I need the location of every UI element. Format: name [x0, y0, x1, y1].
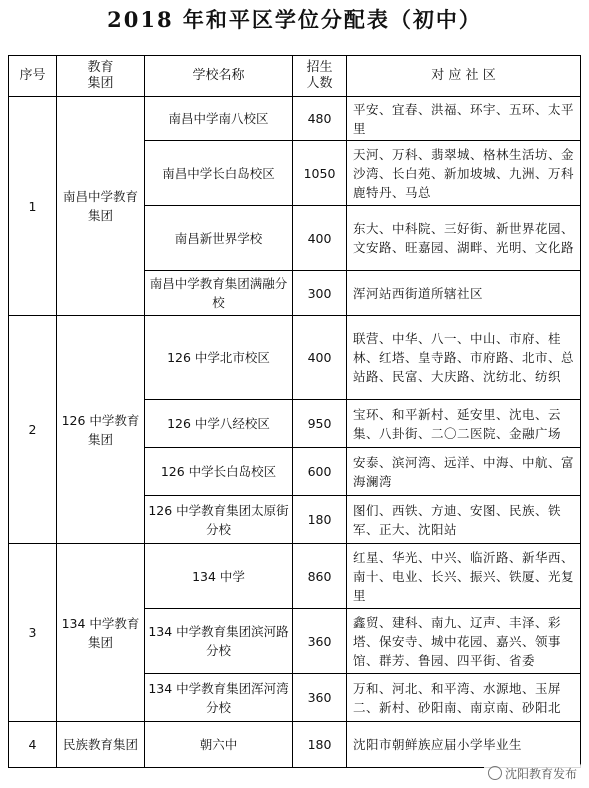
community-cell: 平安、宜春、洪福、环宇、五环、太平里 — [347, 97, 581, 141]
count-cell: 600 — [293, 448, 347, 496]
header-enroll: 招生人数 — [293, 56, 347, 97]
community-cell: 天河、万科、翡翠城、格林生活坊、金沙湾、长白苑、新加坡城、九洲、万科鹿特丹、马总 — [347, 141, 581, 206]
school-cell: 126 中学北市校区 — [145, 316, 293, 400]
school-cell: 126 中学八经校区 — [145, 400, 293, 448]
community-cell: 万和、河北、和平湾、水源地、玉屏二、新村、砂阳南、南京南、砂阳北 — [347, 674, 581, 722]
table-row — [9, 544, 581, 609]
header-school: 学校名称 — [145, 56, 293, 97]
count-cell: 480 — [293, 97, 347, 141]
count-cell: 1050 — [293, 141, 347, 206]
school-cell: 126 中学长白岛校区 — [145, 448, 293, 496]
watermark — [484, 763, 581, 784]
community-cell: 联营、中华、八一、中山、市府、桂林、红塔、皇寺路、市府路、北市、总站路、民富、大庆路、沈纺北、纺织 — [347, 316, 581, 400]
school-cell: 134 中学教育集团浑河湾分校 — [145, 674, 293, 722]
allocation-table — [8, 55, 581, 768]
header-community: 对 应 社 区 — [347, 56, 581, 97]
school-cell: 南昌新世界学校 — [145, 206, 293, 271]
seq-cell: 4 — [9, 722, 57, 768]
wechat-icon — [488, 766, 502, 780]
community-cell: 鑫贸、建科、南九、辽声、丰泽、彩塔、保安寺、城中花园、嘉兴、领事馆、群芳、鲁园、四平街、省委 — [347, 609, 581, 674]
group-cell: 南昌中学教育集团 — [57, 97, 145, 316]
page-title: 2018 年和平区学位分配表（初中） — [107, 7, 482, 32]
count-cell: 360 — [293, 609, 347, 674]
seq-cell: 3 — [9, 544, 57, 722]
table-row — [9, 97, 581, 141]
header-seq: 序号 — [9, 56, 57, 97]
school-cell: 南昌中学南八校区 — [145, 97, 293, 141]
group-cell: 民族教育集团 — [57, 722, 145, 768]
community-cell: 宝环、和平新村、延安里、沈电、云集、八卦街、二〇二医院、金融广场 — [347, 400, 581, 448]
community-cell: 图们、西铁、方迪、安图、民族、铁军、正大、沈阳站 — [347, 496, 581, 544]
school-cell: 南昌中学教育集团满融分校 — [145, 271, 293, 316]
seq-cell: 2 — [9, 316, 57, 544]
count-cell: 300 — [293, 271, 347, 316]
count-cell: 950 — [293, 400, 347, 448]
count-cell: 180 — [293, 722, 347, 768]
count-cell: 180 — [293, 496, 347, 544]
community-cell: 安泰、滨河湾、远洋、中海、中航、富海澜湾 — [347, 448, 581, 496]
school-cell: 134 中学 — [145, 544, 293, 609]
community-cell: 浑河站西街道所辖社区 — [347, 271, 581, 316]
group-cell: 134 中学教育集团 — [57, 544, 145, 722]
header-group: 教育集团 — [57, 56, 145, 97]
seq-cell: 1 — [9, 97, 57, 316]
count-cell: 860 — [293, 544, 347, 609]
watermark-text: 沈阳教育发布 — [504, 767, 577, 781]
table-row — [9, 722, 581, 768]
school-cell: 126 中学教育集团太原街分校 — [145, 496, 293, 544]
count-cell: 360 — [293, 674, 347, 722]
school-cell: 朝六中 — [145, 722, 293, 768]
community-cell: 沈阳市朝鲜族应届小学毕业生 — [347, 722, 581, 768]
community-cell: 东大、中科院、三好街、新世界花园、文安路、旺嘉园、湖畔、光明、文化路 — [347, 206, 581, 271]
count-cell: 400 — [293, 206, 347, 271]
school-cell: 134 中学教育集团滨河路分校 — [145, 609, 293, 674]
table-header-row — [9, 56, 581, 97]
community-cell: 红星、华光、中兴、临沂路、新华西、南十、电业、长兴、振兴、铁厦、光复里 — [347, 544, 581, 609]
school-cell: 南昌中学长白岛校区 — [145, 141, 293, 206]
group-cell: 126 中学教育集团 — [57, 316, 145, 544]
table-row — [9, 316, 581, 400]
count-cell: 400 — [293, 316, 347, 400]
